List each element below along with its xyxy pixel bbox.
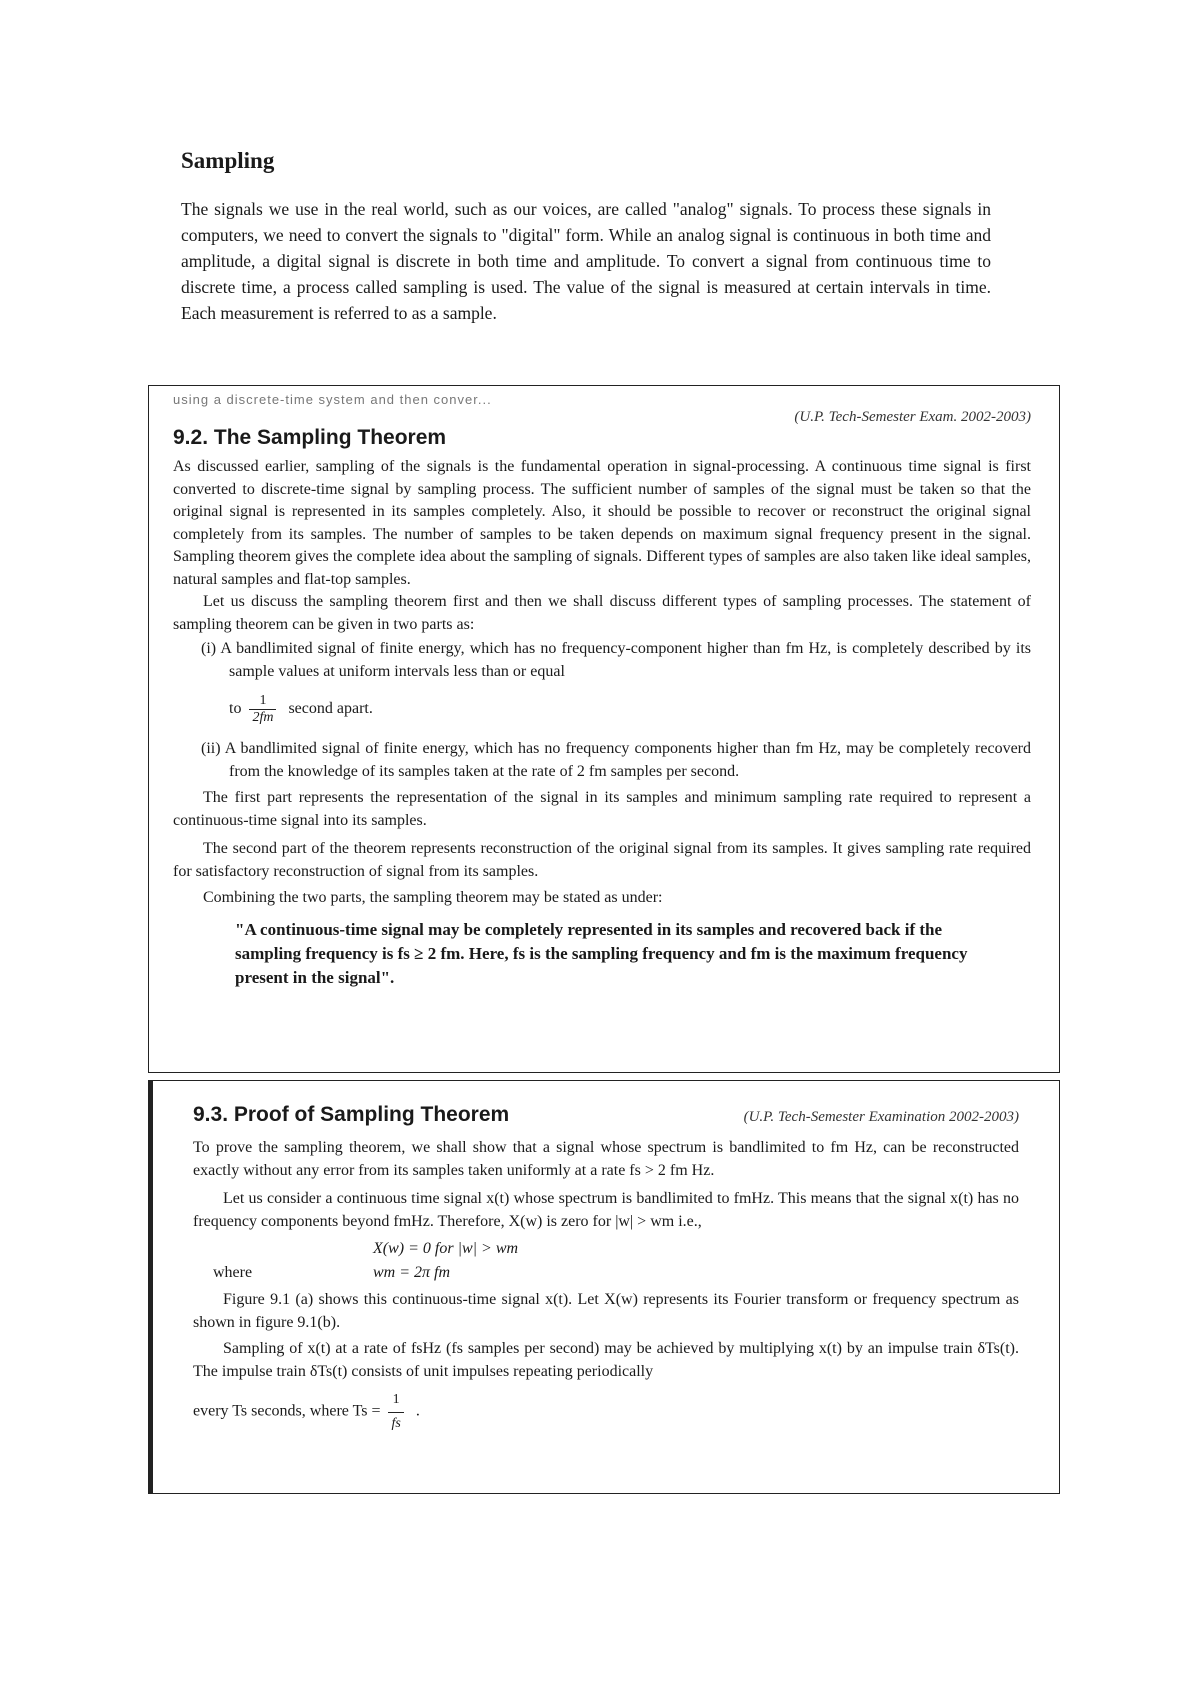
cropped-header-line: using a discrete-time system and then conver... xyxy=(173,392,492,407)
section-title: 9.2. The Sampling Theorem xyxy=(173,426,447,449)
fraction-numerator: 1 xyxy=(249,693,276,710)
section-title: 9.3. Proof of Sampling Theorem xyxy=(193,1103,510,1126)
section-heading-row xyxy=(193,1103,1019,1127)
formula-end: . xyxy=(415,1402,420,1420)
equation-row xyxy=(373,1237,1019,1261)
equation-block xyxy=(193,1237,1019,1285)
theorem-part-1: (i) A bandlimited signal of finite energy, which has no frequency-component higher than fm Hz, is completely described by its sample values at uniform intervals less than or equal xyxy=(201,640,1031,680)
page-title: Sampling xyxy=(181,148,275,173)
fraction-suffix: second apart. xyxy=(288,700,373,718)
section-heading-row xyxy=(173,426,1031,450)
paragraph: Figure 9.1 (a) shows this continuous-time signal x(t). Let X(w) represents its Fourier transform or frequency spectrum as shown in figure 9.1(b). xyxy=(193,1291,1019,1331)
exam-reference-row xyxy=(173,408,1031,426)
section-9-3-box xyxy=(148,1080,1060,1494)
equation-row xyxy=(213,1261,1019,1285)
section-9-2-box xyxy=(148,385,1060,1073)
fraction-numerator: 1 xyxy=(388,1389,403,1413)
paragraph: Let us consider a continuous time signal x(t) whose spectrum is bandlimited to fmHz. This means that the signal x(t) has no frequency components beyond fmHz. Therefore, X(w) is zero for |w| > wm i.e., xyxy=(193,1190,1019,1230)
equation-where-label: where xyxy=(213,1264,253,1281)
paragraph: To prove the sampling theorem, we shall show that a signal whose spectrum is bandlimited to fm Hz, can be reconstructed exactly without any error from its samples taken uniformly at a rate fs > 2 fm Hz. xyxy=(193,1139,1019,1179)
paragraph: Combining the two parts, the sampling theorem may be stated as under: xyxy=(203,889,663,906)
theorem-statement-quote: "A continuous-time signal may be completely represented in its samples and recovered back if the sampling frequency is fs ≥ 2 fm. Here, fs is the sampling frequency and fm is the maximum frequency present in the signal". xyxy=(235,919,968,987)
fraction-prefix: to xyxy=(229,700,242,718)
exam-reference: (U.P. Tech-Semester Examination 2002-2003) xyxy=(743,1109,1019,1125)
intro-paragraph: The signals we use in the real world, such as our voices, are called "analog" signals. To process these signals in computers, we need to convert the signals to "digital" form. While an analog signal is continuous in both time and amplitude, a digital signal is discrete in both time and amplitude. To convert a signal from continuous time to discrete time, a process called sampling is used. The value of the signal is measured at certain intervals in time. Each measurement is referred to as a sample. xyxy=(181,199,991,323)
theorem-part-1-fraction-line xyxy=(173,693,1031,726)
equation: wm = 2π fm xyxy=(373,1264,451,1281)
theorem-part-2: (ii) A bandlimited signal of finite energy, which has no frequency components higher than fm Hz, may be completely recoverd from the knowledge of its samples taken at the rate of 2 fm samples per second. xyxy=(201,740,1031,780)
fraction xyxy=(249,693,276,726)
period-formula-line xyxy=(193,1389,1019,1435)
fraction-denominator: 2fm xyxy=(252,710,274,725)
paragraph: Sampling of x(t) at a rate of fsHz (fs samples per second) may be achieved by multiplying x(t) by an impulse train δTs(t). The impulse train δTs(t) consists of unit impulses repeating periodically xyxy=(193,1340,1019,1380)
exam-reference: (U.P. Tech-Semester Exam. 2002-2003) xyxy=(794,409,1031,425)
fraction xyxy=(388,1389,403,1435)
fraction-denominator: fs xyxy=(391,1415,401,1431)
paragraph: The second part of the theorem represents reconstruction of the original signal from its samples. It gives sampling rate required for satisfactory reconstruction of signal from its samples. xyxy=(173,840,1031,880)
formula-prefix: every Ts seconds, where Ts = xyxy=(193,1402,381,1420)
paragraph: As discussed earlier, sampling of the signals is the fundamental operation in signal-processing. A continuous time signal is first converted to discrete-time signal by sampling process. The sufficient number of samples of the signal must be taken so that the original signal is represented in its samples completely. Also, it should be possible to recover or reconstruct the original signal completely from its samples. The number of samples to be taken depends on maximum signal frequency present in the signal. Sampling theorem gives the complete idea about the sampling of signals. Different types of samples are also taken like ideal samples, natural samples and flat-top samples. xyxy=(173,458,1031,588)
paragraph: The first part represents the representation of the signal in its samples and minimum sampling rate required to represent a continuous-time signal into its samples. xyxy=(173,789,1031,829)
paragraph: Let us discuss the sampling theorem first and then we shall discuss different types of sampling processes. The statement of sampling theorem can be given in two parts as: xyxy=(173,593,1031,633)
equation: X(w) = 0 for |w| > wm xyxy=(373,1240,519,1257)
